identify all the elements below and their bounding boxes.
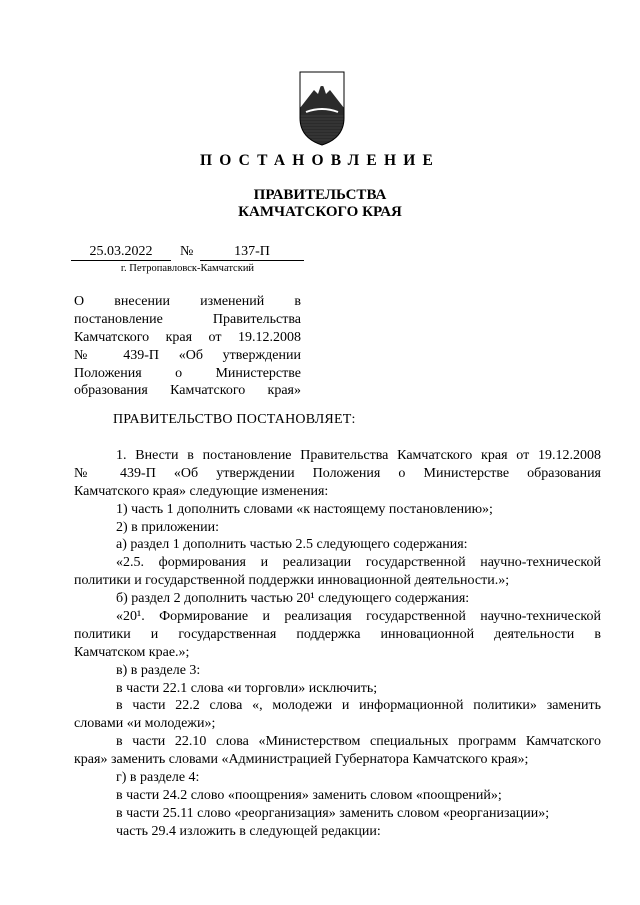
body-line: в) в разделе 3: [116,662,201,678]
document-number: 137-П [234,244,270,259]
body-line: в части 22.1 слова «и торговли» исключить; [116,680,378,696]
document-date: 25.03.2022 [89,244,153,259]
subject-line: О внесении изменений в [74,294,301,309]
body-line: № 439-П «Об утверждении Положения о Министерстве образования [74,465,601,481]
subject-line: Камчатского края от 19.12.2008 [74,329,301,345]
document-type-title: ПОСТАНОВЛЕНИЕ [199,152,441,169]
body-line: 2) в приложении: [116,519,219,535]
body-line: б) раздел 2 дополнить частью 20¹ следующего содержания: [116,591,470,607]
body-line: Камчатского края» следующие изменения: [74,483,329,499]
body-line: в части 25.11 слово «реорганизация» заменить словом «реорганизации»; [116,805,550,821]
body-line: 1. Внести в постановление Правительства Камчатского края от 19.12.2008 [116,448,601,463]
body-line: г) в разделе 4: [116,770,200,786]
body-line: в части 22.2 слова «, молодежи и информационной политики» заменить [116,698,601,714]
body-line: а) раздел 1 дополнить частью 2.5 следующего содержания: [116,537,468,553]
org-line-1: ПРАВИТЕЛЬСТВА [253,187,387,203]
kamchatka-emblem-icon [298,68,346,146]
number-sign: № [180,244,194,259]
body-line: политики и государственной поддержки инновационной деятельности.»; [74,573,510,589]
issuing-organization [0,187,640,221]
subject-line: № 439-П «Об утверждении [74,347,301,363]
decree-statement: ПРАВИТЕЛЬСТВО ПОСТАНОВЛЯЕТ: [113,412,356,427]
document-body [74,447,601,841]
body-line: словами «и молодежи»; [74,716,216,732]
org-line-2: КАМЧАТСКОГО КРАЯ [238,204,402,220]
subject-line: Положения о Министерстве [74,365,301,381]
document-subject [74,293,301,400]
body-line: «2.5. формирования и реализации государственной научно-технической [116,555,601,571]
body-line: часть 29.4 изложить в следующей редакции: [116,823,381,839]
body-line: 1) часть 1 дополнить словами «к настоящему постановлению»; [116,501,493,517]
number-underline [200,260,304,261]
subject-line: образования Камчатского края» [74,383,301,399]
place-of-issue: г. Петропавловск-Камчатский [120,263,255,274]
date-underline [71,260,171,261]
subject-line: постановление Правительства [74,311,301,327]
body-line: политики и государственная поддержка инновационной деятельности в [74,626,601,642]
body-line: в части 24.2 слово «поощрения» заменить словом «поощрений»; [116,787,502,803]
body-line: края» заменить словами «Администрацией Губернатора Камчатского края»; [74,752,529,768]
body-line: в части 22.10 слова «Министерством специальных программ Камчатского [116,734,601,750]
body-line: Камчатском крае.»; [74,644,190,660]
body-line: «20¹. Формирование и реализация государственной научно-технической [116,609,601,625]
